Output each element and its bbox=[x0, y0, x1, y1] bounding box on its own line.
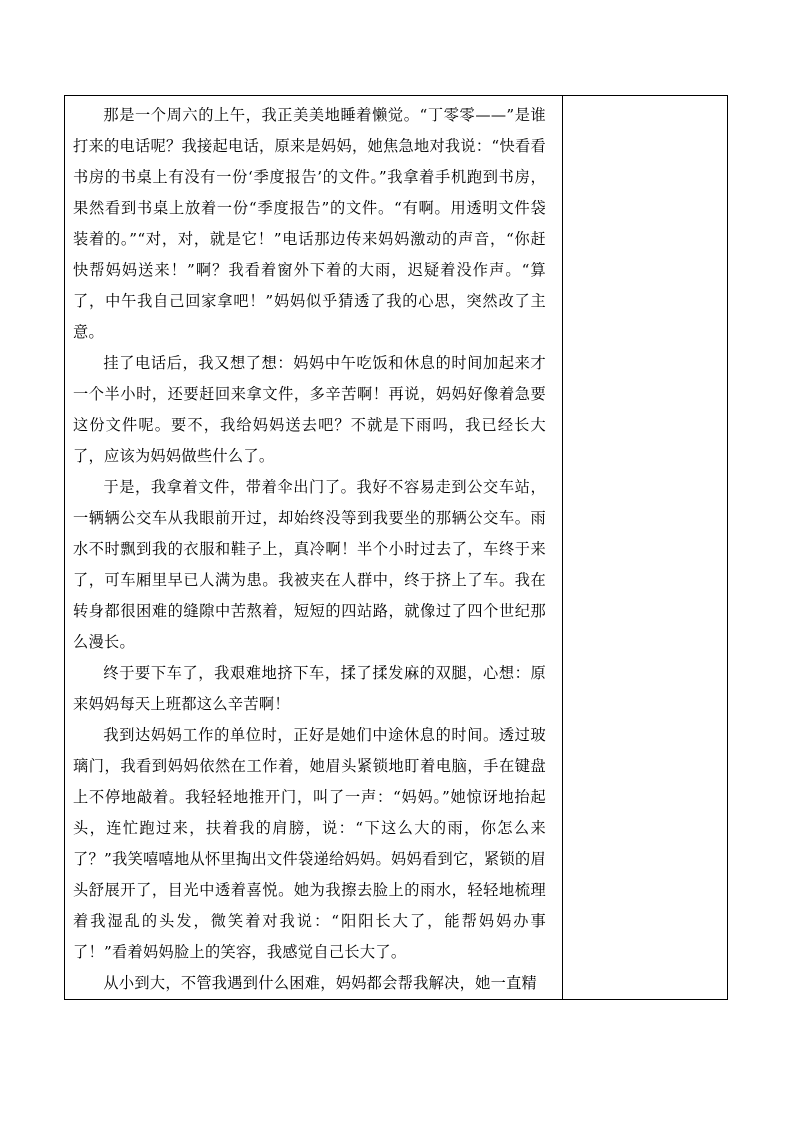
essay-table bbox=[64, 95, 728, 1000]
essay-paragraph-1: 那是一个周六的上午，我正美美地睡着懒觉。“丁零零——”是谁打来的电话呢？我接起电话，原来是妈妈，她焦急地对我说：“快看看书房的书桌上有没有一份‘季度报告’的文件。”我拿着手机跑到书房，果然看到书桌上放着一份“季度报告”的文件。“有啊。用透明文件袋装着的。”“对，对，就是它！”电话那边传来妈妈激动的声音，“你赶快帮妈妈送来！”啊？我看着窗外下着的大雨，迟疑着没作声。“算了，中午我自己回家拿吧！”妈妈似乎猜透了我的心思，突然改了主意。 bbox=[73, 106, 546, 341]
essay-paragraph-6: 从小到大，不管我遇到什么困难，妈妈都会帮我解决，她一直精 bbox=[103, 974, 538, 992]
annotation-cell bbox=[563, 96, 727, 999]
essay-paragraph-4: 终于要下车了，我艰难地挤下车，揉了揉发麻的双腿，心想：原来妈妈每天上班都这么辛苦啊！ bbox=[73, 664, 546, 713]
essay-paragraph-2: 挂了电话后，我又想了想：妈妈中午吃饭和休息的时间加起来才一个半小时，还要赶回来拿文件，多辛苦啊！再说，妈妈好像着急要这份文件呢。要不，我给妈妈送去吧？不就是下雨吗，我已经长大了，应该为妈妈做些什么了。 bbox=[73, 354, 546, 465]
essay-paragraph-5: 我到达妈妈工作的单位时，正好是她们中途休息的时间。透过玻璃门，我看到妈妈依然在工作着，她眉头紧锁地盯着电脑，手在键盘上不停地敲着。我轻轻地推开门，叫了一声：“妈妈。”她惊讶地抬起头，连忙跑过来，扶着我的肩膀，说：“下这么大的雨，你怎么来了？”我笑嘻嘻地从怀里掏出文件袋递给妈妈。妈妈看到它，紧锁的眉头舒展开了，目光中透着喜悦。她为我擦去脸上的雨水，轻轻地梳理着我湿乱的头发，微笑着对我说：“阳阳长大了，能帮妈妈办事了！”看着妈妈脸上的笑容，我感觉自己长大了。 bbox=[73, 726, 546, 961]
essay-text-cell bbox=[65, 96, 563, 999]
essay-paragraph-3: 于是，我拿着文件，带着伞出门了。我好不容易走到公交车站，一辆辆公交车从我眼前开过，却始终没等到我要坐的那辆公交车。雨水不时飘到我的衣服和鞋子上，真冷啊！半个小时过去了，车终于来了，可车厢里早已人满为患。我被夹在人群中，终于挤上了车。我在转身都很困难的缝隙中苦熬着，短短的四站路，就像过了四个世纪那么漫长。 bbox=[73, 478, 546, 651]
